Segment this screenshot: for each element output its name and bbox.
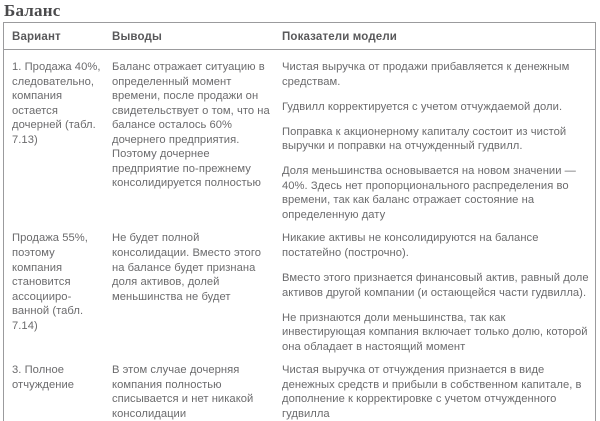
conclusion-text: В этом случае дочерняя компания полностью списывается и нет никакой консолидации [112, 364, 254, 420]
table-row [4, 50, 595, 222]
row-cell-conclusion [108, 363, 278, 421]
row-cell-conclusion [108, 231, 278, 354]
indicators-list [282, 60, 589, 222]
variant-text: 1. Продажа 40%, следовательно, компания остается дочерней (табл. 7.13) [12, 61, 101, 146]
conclusion-text: Не будет полной консолидации. Вместо этого на балансе будет признана доля активов, долей меньшинства не будет [112, 232, 261, 303]
row-cell-conclusion [108, 60, 278, 222]
row-cell-variant [4, 231, 108, 354]
table-header [4, 23, 595, 50]
variant-text: Продажа 55%, поэтому компания становится ассоциированной (табл. 7.14) [12, 232, 88, 332]
header-cell-conclusion [108, 27, 278, 45]
indicator-paragraph: Гудвилл корректируется с учетом отчуждаемой доли. [282, 100, 563, 113]
indicator-paragraph: Доля меньшинства основывается на новом значении — 40%. Здесь нет пропорционального распределения во времени, так как баланс отражает состояние на определенную дату [282, 165, 576, 221]
page-title: Баланс [4, 1, 61, 20]
column-header-indicators: Показатели модели [282, 31, 397, 43]
row-cell-indicators [278, 363, 595, 421]
column-header-variant: Вариант [12, 31, 61, 43]
table-row [4, 354, 595, 421]
row-cell-variant [4, 363, 108, 421]
table-body [4, 50, 595, 421]
table-row [4, 222, 595, 354]
indicator-paragraph: Не признаются доли меньшинства, так как инвестирующая компания включает только долю, которой она обладает в настоящий момент [282, 311, 588, 353]
column-header-conclusion: Выводы [112, 31, 162, 43]
indicators-list [282, 363, 589, 421]
conclusion-text: Баланс отражает ситуацию в определенный момент времени, после продажи он свидетельствует о том, что на балансе осталось 60% дочернего предприятия. Поэтому дочернее предприятие по-прежнему консолидируется полностью [112, 61, 270, 190]
indicator-paragraph: Поправка к акционерному капиталу состоит из чистой выручки и поправки на отчужденный гудвилл. [282, 125, 567, 153]
indicator-paragraph: Вместо этого признается финансовый актив, равный доле активов другой компании (и остающейся части гудвилла). [282, 272, 589, 299]
comparison-table [3, 23, 596, 421]
indicator-paragraph: Никакие активы не консолидируются на балансе постатейно (построчно). [282, 232, 539, 259]
row-cell-variant [4, 60, 108, 222]
table-header-row [4, 23, 595, 49]
indicator-paragraph: Чистая выручка от отчуждения признается в виде денежных средств и прибыли в собственном капитале, в дополнение к корректировке с учетом отчужденного гудвилла [282, 364, 582, 420]
indicators-list [282, 231, 589, 354]
row-cell-indicators [278, 231, 595, 354]
indicator-paragraph: Чистая выручка от продажи прибавляется к денежным средствам. [282, 61, 570, 88]
row-cell-indicators [278, 60, 595, 222]
header-cell-indicators [278, 27, 595, 45]
header-cell-variant [4, 27, 108, 45]
variant-text: 3. Полное отчуждение [12, 364, 75, 391]
